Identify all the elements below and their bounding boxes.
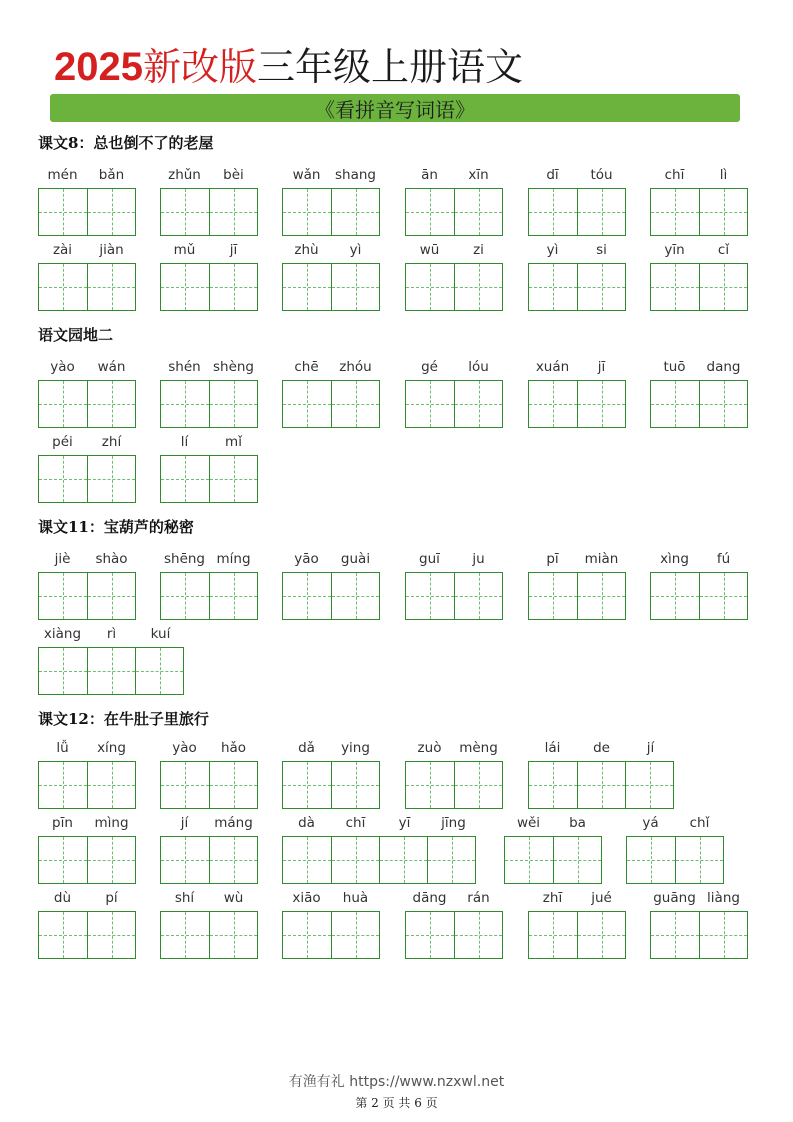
writing-grid [405, 188, 503, 236]
pinyin-syllable: kuí [150, 626, 171, 642]
pinyin-syllable: zhù [294, 242, 319, 258]
pinyin-syllable: de [593, 740, 610, 756]
tianzige-cell[interactable] [529, 762, 577, 808]
pinyin-row [38, 625, 185, 643]
tianzige-cell[interactable] [161, 912, 209, 958]
pinyin-syllable: ju [472, 551, 485, 567]
pinyin-syllable: péi [52, 434, 73, 450]
title-grade-subject: 三年级上册语文 [257, 45, 524, 89]
section-title: 课文8：总也倒不了的老屋 [38, 134, 214, 152]
tianzige-cell[interactable] [87, 837, 135, 883]
pinyin-row [160, 241, 258, 259]
pinyin-syllable: lí [180, 434, 189, 450]
writing-grid [528, 188, 626, 236]
tianzige-cell[interactable] [427, 837, 475, 883]
pinyin-syllable: hǎo [220, 740, 247, 756]
pinyin-syllable: mǔ [173, 242, 196, 258]
pinyin-syllable: dù [53, 890, 72, 906]
pinyin-row [650, 358, 748, 376]
tianzige-cell[interactable] [529, 264, 577, 310]
tianzige-cell[interactable] [331, 381, 379, 427]
tianzige-cell[interactable] [283, 837, 331, 883]
writing-grid [160, 380, 258, 428]
pinyin-syllable: xiàng [43, 626, 82, 642]
tianzige-cell[interactable] [209, 456, 257, 502]
tianzige-cell[interactable] [283, 573, 331, 619]
tianzige-cell[interactable] [529, 912, 577, 958]
writing-grid [405, 263, 503, 311]
pinyin-syllable: mèng [459, 740, 498, 756]
pinyin-syllable: xīn [468, 167, 489, 183]
writing-grid [650, 263, 748, 311]
tianzige-cell[interactable] [625, 762, 673, 808]
tianzige-cell[interactable] [87, 189, 135, 235]
tianzige-cell[interactable] [283, 381, 331, 427]
pinyin-row [405, 166, 503, 184]
pinyin-syllable: zhī [542, 890, 563, 906]
tianzige-cell[interactable] [406, 912, 454, 958]
writing-grid [38, 761, 136, 809]
tianzige-cell[interactable] [39, 264, 87, 310]
tianzige-cell[interactable] [529, 381, 577, 427]
tianzige-cell[interactable] [454, 573, 502, 619]
pinyin-syllable: jí [180, 815, 189, 831]
pinyin-syllable: bǎn [98, 167, 125, 183]
pinyin-row [282, 550, 380, 568]
pinyin-row [38, 814, 136, 832]
pinyin-syllable: yì [546, 242, 559, 258]
pinyin-syllable: dǎ [298, 740, 315, 756]
pinyin-syllable: gé [421, 359, 438, 375]
tianzige-cell[interactable] [135, 648, 183, 694]
writing-grid [282, 572, 380, 620]
section-title: 课文12：在牛肚子里旅行 [38, 710, 209, 728]
pinyin-syllable: xiāo [292, 890, 321, 906]
tianzige-cell[interactable] [87, 762, 135, 808]
tianzige-cell[interactable] [454, 189, 502, 235]
pinyin-syllable: jī [597, 359, 606, 375]
pinyin-syllable: wù [223, 890, 244, 906]
pinyin-syllable: lì [719, 167, 728, 183]
pinyin-row [160, 358, 258, 376]
pinyin-row [528, 739, 675, 757]
pinyin-syllable: lái [544, 740, 561, 756]
pinyin-row [650, 550, 748, 568]
tianzige-cell[interactable] [553, 837, 601, 883]
pinyin-syllable: tóu [590, 167, 613, 183]
title-new-edition: 新改版 [142, 45, 257, 89]
tianzige-cell[interactable] [675, 837, 723, 883]
pinyin-syllable: mǐ [225, 434, 242, 450]
pinyin-row [160, 889, 258, 907]
pinyin-syllable: shén [168, 359, 201, 375]
tianzige-cell[interactable] [406, 189, 454, 235]
tianzige-cell[interactable] [161, 837, 209, 883]
pinyin-syllable: shào [95, 551, 128, 567]
pinyin-syllable: zi [473, 242, 484, 258]
tianzige-cell[interactable] [577, 189, 625, 235]
tianzige-cell[interactable] [283, 264, 331, 310]
pinyin-syllable: xìng [660, 551, 689, 567]
pinyin-row [405, 889, 503, 907]
tianzige-cell[interactable] [577, 573, 625, 619]
pinyin-syllable: ba [569, 815, 586, 831]
tianzige-cell[interactable] [577, 264, 625, 310]
writing-grid [528, 380, 626, 428]
pinyin-row [38, 241, 136, 259]
tianzige-cell[interactable] [651, 573, 699, 619]
tianzige-cell[interactable] [651, 189, 699, 235]
pinyin-syllable: shí [174, 890, 195, 906]
pinyin-syllable: chī [664, 167, 685, 183]
writing-grid [38, 647, 184, 695]
tianzige-cell[interactable] [39, 648, 87, 694]
pinyin-row [160, 739, 258, 757]
tianzige-cell[interactable] [454, 264, 502, 310]
pinyin-syllable: tuō [663, 359, 686, 375]
writing-grid [405, 911, 503, 959]
title-year: 2025 [54, 45, 143, 89]
writing-grid [650, 380, 748, 428]
pinyin-syllable: shang [335, 167, 376, 183]
tianzige-cell[interactable] [209, 573, 257, 619]
pinyin-row [528, 550, 626, 568]
pinyin-syllable: jí [646, 740, 655, 756]
pinyin-syllable: jiè [54, 551, 71, 567]
tianzige-cell[interactable] [331, 837, 379, 883]
writing-grid [160, 761, 258, 809]
writing-grid [405, 380, 503, 428]
writing-grid [650, 572, 748, 620]
pinyin-syllable: rì [106, 626, 117, 642]
tianzige-cell[interactable] [283, 189, 331, 235]
pinyin-syllable: chǐ [689, 815, 710, 831]
tianzige-cell[interactable] [577, 762, 625, 808]
tianzige-cell[interactable] [161, 573, 209, 619]
pinyin-syllable: shèng [212, 359, 255, 375]
pinyin-syllable: guāng [653, 890, 696, 906]
pinyin-syllable: wū [419, 242, 440, 258]
tianzige-cell[interactable] [39, 912, 87, 958]
banner-text: 《看拼音写词语》 [315, 97, 475, 122]
writing-grid [282, 911, 380, 959]
pinyin-syllable: miàn [584, 551, 619, 567]
tianzige-cell[interactable] [39, 456, 87, 502]
pinyin-syllable: yī [398, 815, 411, 831]
pinyin-row [626, 814, 724, 832]
pinyin-syllable: jī [229, 242, 238, 258]
pinyin-row [528, 889, 626, 907]
tianzige-cell[interactable] [209, 837, 257, 883]
tianzige-cell[interactable] [39, 837, 87, 883]
tianzige-cell[interactable] [331, 264, 379, 310]
writing-grid [650, 911, 748, 959]
tianzige-cell[interactable] [209, 381, 257, 427]
pinyin-row [160, 433, 258, 451]
tianzige-cell[interactable] [161, 189, 209, 235]
tianzige-cell[interactable] [577, 912, 625, 958]
subtitle-banner [50, 94, 740, 122]
pinyin-row [160, 550, 258, 568]
tianzige-cell[interactable] [699, 573, 747, 619]
writing-grid [282, 188, 380, 236]
pinyin-syllable: rán [467, 890, 490, 906]
writing-grid [282, 836, 476, 884]
pinyin-syllable: mìng [94, 815, 129, 831]
tianzige-cell[interactable] [627, 837, 675, 883]
pinyin-syllable: zài [52, 242, 73, 258]
writing-grid [38, 455, 136, 503]
pinyin-syllable: dāng [412, 890, 447, 906]
pinyin-syllable: wěi [516, 815, 541, 831]
pinyin-syllable: yì [349, 242, 362, 258]
pinyin-syllable: bèi [223, 167, 244, 183]
tianzige-cell[interactable] [87, 264, 135, 310]
tianzige-cell[interactable] [87, 381, 135, 427]
pinyin-row [282, 814, 478, 832]
writing-grid [160, 572, 258, 620]
writing-grid [626, 836, 724, 884]
pinyin-syllable: pí [105, 890, 118, 906]
tianzige-cell[interactable] [651, 264, 699, 310]
pinyin-row [38, 550, 136, 568]
pinyin-syllable: dī [546, 167, 559, 183]
pinyin-syllable: zhǔn [168, 167, 201, 183]
tianzige-cell[interactable] [406, 381, 454, 427]
writing-grid [38, 836, 136, 884]
pinyin-syllable: lǚ [56, 740, 69, 756]
tianzige-cell[interactable] [87, 456, 135, 502]
tianzige-cell[interactable] [529, 189, 577, 235]
tianzige-cell[interactable] [529, 573, 577, 619]
tianzige-cell[interactable] [454, 912, 502, 958]
writing-grid [282, 761, 380, 809]
pinyin-syllable: yīn [664, 242, 685, 258]
tianzige-cell[interactable] [283, 912, 331, 958]
tianzige-cell[interactable] [283, 762, 331, 808]
pinyin-syllable: yá [642, 815, 659, 831]
pinyin-row [405, 739, 503, 757]
pinyin-row [282, 358, 380, 376]
tianzige-cell[interactable] [651, 381, 699, 427]
tianzige-cell[interactable] [699, 264, 747, 310]
tianzige-cell[interactable] [406, 264, 454, 310]
writing-grid [160, 188, 258, 236]
pinyin-syllable: xuán [535, 359, 570, 375]
pinyin-syllable: chī [345, 815, 366, 831]
writing-grid [38, 572, 136, 620]
pinyin-syllable: xíng [97, 740, 126, 756]
pinyin-row [528, 166, 626, 184]
pinyin-row [650, 166, 748, 184]
pinyin-row [38, 739, 136, 757]
tianzige-cell[interactable] [331, 189, 379, 235]
writing-grid [282, 380, 380, 428]
pinyin-syllable: chē [294, 359, 319, 375]
pinyin-syllable: jiàn [99, 242, 124, 258]
tianzige-cell[interactable] [39, 573, 87, 619]
pinyin-row [405, 358, 503, 376]
pinyin-syllable: liàng [707, 890, 740, 906]
tianzige-cell[interactable] [699, 189, 747, 235]
pinyin-row [405, 241, 503, 259]
tianzige-cell[interactable] [699, 912, 747, 958]
pinyin-row [160, 814, 258, 832]
tianzige-cell[interactable] [87, 573, 135, 619]
pinyin-row [282, 166, 380, 184]
writing-grid [38, 911, 136, 959]
pinyin-syllable: wǎn [292, 167, 321, 183]
pinyin-syllable: shēng [163, 551, 206, 567]
writing-grid [160, 911, 258, 959]
pinyin-row [38, 889, 136, 907]
section-title: 课文11：宝葫芦的秘密 [38, 518, 194, 536]
tianzige-cell[interactable] [209, 189, 257, 235]
pinyin-syllable: cǐ [717, 242, 730, 258]
tianzige-cell[interactable] [505, 837, 553, 883]
writing-grid [650, 188, 748, 236]
tianzige-cell[interactable] [331, 912, 379, 958]
tianzige-cell[interactable] [161, 381, 209, 427]
tianzige-cell[interactable] [406, 762, 454, 808]
tianzige-cell[interactable] [39, 189, 87, 235]
page-title [54, 36, 523, 88]
pinyin-syllable: jué [591, 890, 612, 906]
writing-grid [405, 572, 503, 620]
tianzige-cell[interactable] [161, 456, 209, 502]
tianzige-cell[interactable] [699, 381, 747, 427]
pinyin-row [528, 241, 626, 259]
tianzige-cell[interactable] [39, 381, 87, 427]
pinyin-syllable: fú [716, 551, 731, 567]
pinyin-syllable: zhóu [339, 359, 372, 375]
tianzige-cell[interactable] [39, 762, 87, 808]
writing-grid [38, 263, 136, 311]
writing-grid [528, 911, 626, 959]
writing-grid [528, 761, 674, 809]
pinyin-row [405, 550, 503, 568]
pinyin-row [38, 433, 136, 451]
writing-grid [160, 836, 258, 884]
tianzige-cell[interactable] [454, 381, 502, 427]
pinyin-syllable: lóu [468, 359, 489, 375]
pinyin-syllable: si [596, 242, 607, 258]
writing-grid [38, 188, 136, 236]
tianzige-cell[interactable] [209, 264, 257, 310]
pinyin-syllable: zhí [101, 434, 122, 450]
tianzige-cell[interactable] [454, 762, 502, 808]
pinyin-row [504, 814, 602, 832]
pinyin-syllable: yào [172, 740, 197, 756]
pinyin-syllable: máng [214, 815, 253, 831]
writing-grid [528, 263, 626, 311]
writing-grid [160, 263, 258, 311]
pinyin-syllable: yāo [294, 551, 319, 567]
pinyin-syllable: mén [47, 167, 78, 183]
tianzige-cell[interactable] [331, 573, 379, 619]
tianzige-cell[interactable] [331, 762, 379, 808]
pinyin-row [160, 166, 258, 184]
pinyin-row [282, 889, 380, 907]
pinyin-row [528, 358, 626, 376]
tianzige-cell[interactable] [577, 381, 625, 427]
tianzige-cell[interactable] [406, 573, 454, 619]
tianzige-cell[interactable] [87, 648, 135, 694]
pinyin-syllable: huà [342, 890, 369, 906]
pinyin-syllable: ān [421, 167, 438, 183]
pinyin-syllable: dà [298, 815, 315, 831]
pinyin-row [282, 241, 380, 259]
tianzige-cell[interactable] [161, 264, 209, 310]
pinyin-syllable: guài [340, 551, 371, 567]
footer-page-number: 第 2 页 共 6 页 [355, 1096, 438, 1110]
pinyin-syllable: zuò [417, 740, 442, 756]
pinyin-row [38, 358, 136, 376]
writing-grid [405, 761, 503, 809]
writing-grid [38, 380, 136, 428]
writing-grid [528, 572, 626, 620]
pinyin-row [38, 166, 136, 184]
writing-grid [160, 455, 258, 503]
tianzige-cell[interactable] [379, 837, 427, 883]
tianzige-cell[interactable] [161, 762, 209, 808]
pinyin-row [282, 739, 380, 757]
tianzige-cell[interactable] [651, 912, 699, 958]
writing-grid [504, 836, 602, 884]
section-title: 语文园地二 [38, 326, 114, 344]
pinyin-syllable: dang [706, 359, 741, 375]
pinyin-syllable: míng [216, 551, 251, 567]
writing-grid [282, 263, 380, 311]
pinyin-syllable: guī [419, 551, 440, 567]
pinyin-syllable: pī [546, 551, 559, 567]
tianzige-cell[interactable] [209, 912, 257, 958]
tianzige-cell[interactable] [87, 912, 135, 958]
pinyin-syllable: pīn [52, 815, 73, 831]
pinyin-row [650, 241, 748, 259]
tianzige-cell[interactable] [209, 762, 257, 808]
pinyin-syllable: ying [341, 740, 370, 756]
pinyin-syllable: yào [50, 359, 75, 375]
pinyin-row [650, 889, 748, 907]
pinyin-syllable: jīng [441, 815, 466, 831]
pinyin-syllable: wán [97, 359, 126, 375]
footer-site: 有渔有礼 https://www.nzxwl.net [288, 1074, 505, 1090]
